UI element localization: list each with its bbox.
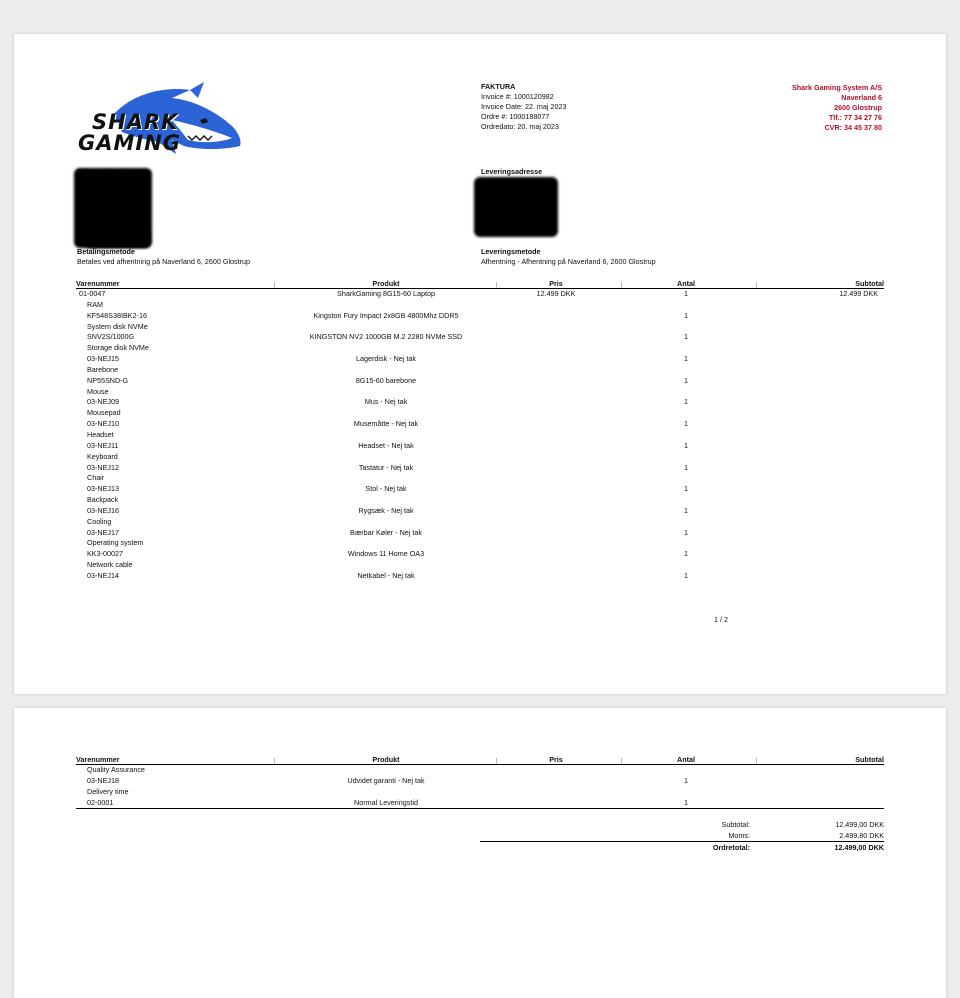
col-antal: Antal [677, 279, 695, 288]
cell-produkt: Kingston Fury Impact 2x8GB 4800Mhz DDR5 [313, 310, 459, 320]
table-row [76, 528, 884, 539]
table-row [76, 387, 884, 398]
col-pris: Pris [549, 755, 563, 764]
col-varenummer: Varenummer [76, 755, 120, 764]
cell-antal: 1 [684, 440, 688, 450]
subtotal-label: Subtotal: [721, 820, 750, 829]
page-number: 1 / 2 [714, 615, 728, 624]
table-row [76, 473, 884, 484]
cell-antal: 1 [684, 775, 688, 785]
company-cvr: CVR: 34 45 37 80 [824, 123, 882, 132]
table-header [76, 279, 884, 289]
cell-antal: 1 [684, 332, 688, 342]
delivery-method [481, 247, 656, 267]
cell-varenummer: SNV2S/1000G [87, 332, 135, 342]
cell-produkt: Rygsæk - Nej tak [358, 505, 414, 515]
invoice-number: Invoice #: 1000120982 [481, 92, 554, 101]
company-name: Shark Gaming System A/S [791, 83, 882, 92]
company-city: 2600 Glostrup [834, 103, 882, 112]
table-row [76, 463, 884, 474]
table-row [76, 300, 884, 311]
cell-varenummer: Keyboard [87, 451, 118, 461]
cell-antal: 1 [684, 310, 688, 320]
payment-method-text: Betales ved afhentning på Naverland 6, 2600 Glostrup [77, 257, 251, 266]
moms-label: Moms: [728, 831, 750, 840]
subtotal-row [480, 819, 884, 830]
cell-varenummer: KK3-00027 [87, 549, 123, 559]
payment-method [77, 247, 250, 267]
shipping-address-heading: Leveringsadresse [481, 167, 543, 176]
table-row [76, 765, 884, 776]
cell-produkt: Mus - Nej tak [364, 397, 408, 407]
table-body [76, 289, 884, 582]
col-subtotal: Subtotal [855, 755, 884, 764]
cell-varenummer: Mousepad [87, 408, 121, 418]
moms-value: 2.499,80 DKK [839, 831, 884, 840]
table-row [76, 452, 884, 463]
cell-antal: 1 [684, 462, 688, 472]
cell-antal: 1 [684, 354, 688, 364]
cell-produkt: KINGSTON NV2 1000GB M.2 2280 NVMe SSD [309, 332, 463, 342]
cell-antal: 1 [684, 505, 688, 515]
cell-produkt: Normal Leveringstid [354, 797, 418, 807]
cell-antal: 1 [684, 527, 688, 537]
table-row [76, 549, 884, 560]
order-total-value: 12.499,00 DKK [834, 843, 884, 852]
cell-produkt: Windows 11 Home OA3 [347, 549, 425, 559]
delivery-method-heading: Leveringsmetode [481, 247, 541, 256]
table-row [76, 365, 884, 376]
payment-method-heading: Betalingsmetode [77, 247, 135, 256]
subtotal-value: 12.499,00 DKK [835, 820, 884, 829]
moms-row [480, 830, 884, 842]
cell-produkt: Netkabel - Nej tak [357, 570, 415, 580]
col-antal: Antal [677, 755, 695, 764]
items-table-continued [76, 755, 884, 809]
cell-produkt: SharkGaming 8G15-60 Laptop [337, 289, 435, 298]
cell-varenummer: Backpack [87, 495, 119, 505]
table-row [76, 343, 884, 354]
col-pris: Pris [549, 279, 563, 288]
invoice-page-1 [14, 34, 946, 694]
cell-antal: 1 [684, 797, 688, 807]
cell-antal: 1 [684, 484, 688, 494]
cell-varenummer: 03-NEJ11 [87, 440, 119, 450]
col-subtotal: Subtotal [855, 279, 884, 288]
table-row [76, 441, 884, 452]
cell-varenummer: System disk NVMe [87, 321, 148, 331]
table-row [76, 332, 884, 343]
cell-varenummer: 03-NEJ15 [87, 354, 119, 364]
cell-varenummer: 03-NEJ12 [87, 462, 119, 472]
items-table [76, 279, 884, 582]
order-total-row [480, 842, 884, 853]
cell-varenummer: Cooling [87, 516, 112, 526]
table-row [76, 397, 884, 408]
company-info [792, 83, 882, 133]
invoice-page-2 [14, 708, 946, 998]
table-row [76, 538, 884, 549]
redaction-shipping [474, 177, 558, 237]
cell-antal: 1 [684, 289, 688, 298]
col-varenummer: Varenummer [76, 279, 120, 288]
logo-text-shark: SHARK [92, 110, 179, 134]
cell-produkt: Udvidet garanti - Nej tak [347, 775, 425, 785]
cell-varenummer: Chair [87, 473, 105, 483]
delivery-method-text: Afhentning - Afhentning på Naverland 6, 2600 Glostrup [481, 257, 656, 266]
order-total-label: Ordretotal: [712, 843, 750, 852]
invoice-title: FAKTURA [481, 82, 516, 91]
cell-varenummer: Delivery time [87, 786, 129, 796]
cell-varenummer: Storage disk NVMe [87, 343, 149, 353]
order-date: Ordredato: 20. maj 2023 [481, 122, 559, 131]
cell-varenummer: Mouse [87, 386, 109, 396]
redaction-billing-2 [84, 228, 150, 248]
table-row [76, 776, 884, 787]
cell-antal: 1 [684, 570, 688, 580]
col-produkt: Produkt [372, 279, 400, 288]
table-body [76, 765, 884, 809]
cell-produkt: Musemåtte - Nej tak [353, 419, 419, 429]
table-row [76, 787, 884, 798]
cell-antal: 1 [684, 375, 688, 385]
company-phone: Tlf.: 77 34 27 76 [828, 113, 882, 122]
cell-varenummer: 02-0001 [87, 797, 114, 807]
cell-produkt: Tastatur - Nej tak [358, 462, 414, 472]
table-row [76, 560, 884, 571]
cell-varenummer: NP55SND-G [87, 375, 129, 385]
table-row [76, 322, 884, 333]
logo-text-gaming: GAMING [78, 131, 182, 155]
table-row [76, 289, 884, 300]
cell-varenummer: 03-NEJ16 [87, 505, 119, 515]
cell-varenummer: 03-NEJ13 [87, 484, 119, 494]
cell-varenummer: 03-NEJ18 [87, 775, 119, 785]
cell-pris: 12.499 DKK [536, 289, 576, 298]
table-row [76, 311, 884, 322]
col-produkt: Produkt [372, 755, 400, 764]
cell-varenummer: Headset [87, 429, 114, 439]
order-number: Ordre #: 1000188077 [481, 112, 550, 121]
shark-gaming-logo [72, 80, 252, 162]
cell-varenummer: RAM [87, 299, 103, 309]
cell-produkt: Bærbar Køler - Nej tak [350, 527, 422, 537]
cell-varenummer: 03-NEJ09 [87, 397, 119, 407]
invoice-meta [481, 82, 567, 132]
invoice-date: Invoice Date: 22. maj 2023 [481, 102, 567, 111]
table-row [76, 798, 884, 809]
table-row [76, 408, 884, 419]
table-row [76, 376, 884, 387]
company-street: Naverland 6 [841, 93, 882, 102]
cell-varenummer: Barebone [87, 364, 119, 374]
cell-subtotal: 12.499 DKK [839, 289, 878, 298]
table-row [76, 484, 884, 495]
table-row [76, 495, 884, 506]
cell-antal: 1 [684, 419, 688, 429]
table-row [76, 517, 884, 528]
cell-varenummer: Operating system [87, 538, 144, 548]
cell-antal: 1 [684, 397, 688, 407]
table-header [76, 755, 884, 765]
cell-varenummer: 03-NEJ14 [87, 570, 119, 580]
cell-produkt: Headset - Nej tak [358, 440, 414, 450]
table-row [76, 419, 884, 430]
totals-block [480, 819, 884, 853]
cell-produkt: 8G15-60 barebone [355, 375, 417, 385]
cell-varenummer: 03-NEJ10 [87, 419, 119, 429]
cell-varenummer: Quality Assurance [87, 765, 145, 774]
table-row [76, 571, 884, 582]
cell-varenummer: 03-NEJ17 [87, 527, 119, 537]
table-row [76, 354, 884, 365]
table-row [76, 506, 884, 517]
cell-varenummer: KF548S38IBK2-16 [87, 310, 147, 320]
table-row [76, 430, 884, 441]
cell-antal: 1 [684, 549, 688, 559]
cell-varenummer: 01-0047 [79, 289, 106, 298]
cell-produkt: Lagerdisk - Nej tak [356, 354, 416, 364]
cell-varenummer: Network cable [87, 560, 133, 570]
cell-produkt: Stol - Nej tak [365, 484, 407, 494]
